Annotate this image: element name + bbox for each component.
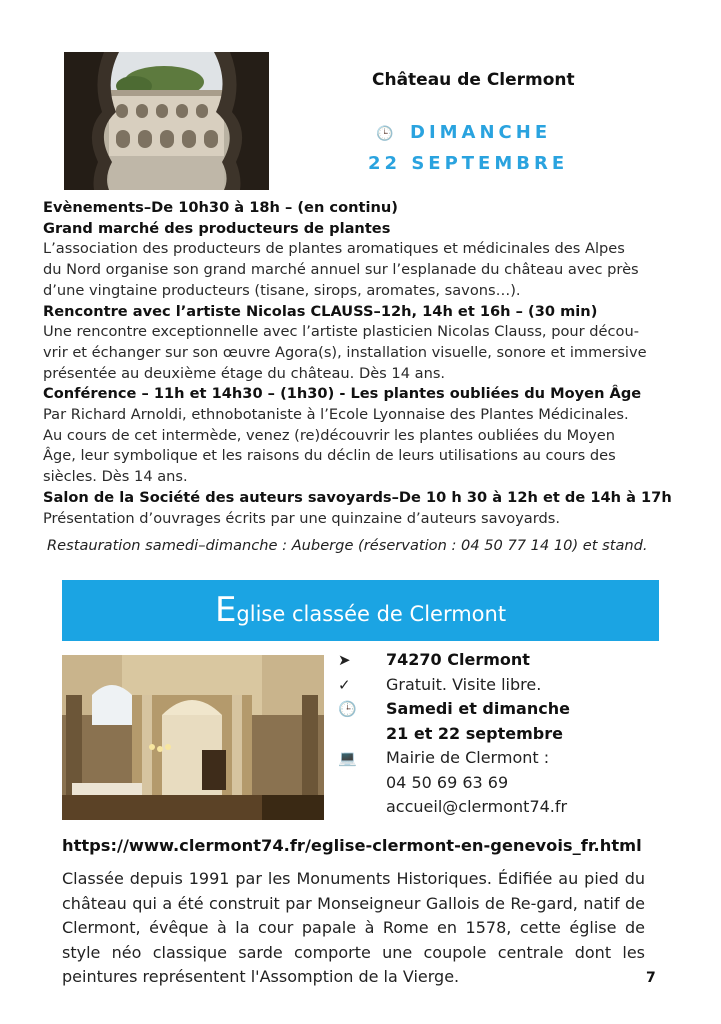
events-section — [43, 198, 683, 529]
church-url-link[interactable]: https://www.clermont74.fr/eglise-clermont-en-genevois_fr.html — [62, 836, 642, 855]
restauration-note: Restauration samedi–dimanche : Auberge (réservation : 04 50 77 14 10) et stand. — [47, 537, 648, 554]
page-number: 7 — [646, 970, 656, 986]
event-title-salon: Salon de la Société des auteurs savoyards–De 10 h 30 à 12h et de 14h à 17h — [43, 488, 672, 506]
event-title-conference: Conférence – 11h et 14h30 – (1h30) - Les plantes oubliées du Moyen Âge — [43, 385, 642, 403]
event-text-line: Présentation d’ouvrages écrits par une quinzaine d’auteurs savoyards. — [43, 509, 560, 527]
contact-phone: 04 50 69 63 69 — [386, 772, 509, 792]
event-text-line: présentée au deuxième étage du château. Dès 14 ans. — [43, 364, 446, 382]
banner-initial: E — [214, 590, 237, 630]
event-text-line: Une rencontre exceptionnelle avec l’artiste plasticien Nicolas Clauss, pour décou- — [43, 323, 639, 341]
contact-name: Mairie de Clermont : — [386, 748, 550, 767]
dates-line1: Samedi et dimanche — [386, 699, 570, 718]
chateau-courtyard-photo — [64, 52, 269, 190]
info-row-price — [338, 673, 638, 698]
clock-icon: 🕒 — [338, 700, 357, 718]
event-date — [368, 118, 588, 179]
event-text-line: Âge, leur symbolique et les raisons du déclin de leurs utilisations au cours des — [43, 447, 616, 465]
church-interior-photo — [62, 655, 324, 820]
church-description: Classée depuis 1991 par les Monuments Historiques. Édifiée au pied du château qui a été construit par Monseigneur Gallois de Re-gard, natif de Clermont, évêque à la cour papale à Rome en 1578, cette église de style néo classique sarde comporte une coupole centrale dont les peintures représentent l'Assomption de la Vierge. — [62, 869, 645, 986]
computer-icon: 💻 — [338, 749, 357, 767]
clock-icon: 🕒 — [376, 126, 394, 142]
contact — [386, 746, 567, 820]
event-text-line: L’association des producteurs de plantes aromatiques et médicinales des Alpes — [43, 240, 625, 258]
check-icon: ✓ — [338, 675, 351, 694]
event-text-line: Au cours de cet intermède, venez (re)découvrir les plantes oubliées du Moyen — [43, 426, 615, 444]
date-day: DIMANCHE — [410, 122, 552, 143]
event-text-line: Par Richard Arnoldi, ethnobotaniste à l’Ecole Lyonnaise des Plantes Médicinales. — [43, 406, 629, 424]
contact-email[interactable]: accueil@clermont74.fr — [386, 797, 568, 816]
events-heading: Evènements–De 10h30 à 18h – (en continu) — [43, 199, 398, 216]
event-title-market: Grand marché des producteurs de plantes — [43, 219, 391, 237]
info-row-dates — [338, 697, 638, 746]
address: 74270 Clermont — [386, 650, 530, 669]
section-banner — [62, 580, 659, 641]
dates-line2: 21 et 22 septembre — [386, 723, 563, 743]
banner-title — [62, 590, 659, 630]
date-full: 22 SEPTEMBRE — [368, 153, 569, 174]
banner-rest: glise classée de Clermont — [236, 602, 507, 626]
event-text-line: d’une vingtaine producteurs (tisane, sirops, aromates, savons…). — [43, 281, 521, 299]
price: Gratuit. Visite libre. — [386, 674, 542, 694]
chateau-title: Château de Clermont — [372, 70, 575, 90]
event-text-line: du Nord organise son grand marché annuel sur l’esplanade du château avec près — [43, 261, 639, 279]
event-text-line: siècles. Dès 14 ans. — [43, 468, 188, 486]
church-info — [338, 648, 638, 820]
info-row-contact — [338, 746, 638, 820]
info-row-address — [338, 648, 638, 673]
event-title-artist: Rencontre avec l’artiste Nicolas CLAUSS–12h, 14h et 16h – (30 min) — [43, 302, 598, 320]
dates — [386, 697, 570, 746]
event-text-line: vrir et échanger sur son œuvre Agora(s), installation visuelle, sonore et immersive — [43, 343, 647, 361]
arrow-icon: ➤ — [338, 651, 351, 669]
